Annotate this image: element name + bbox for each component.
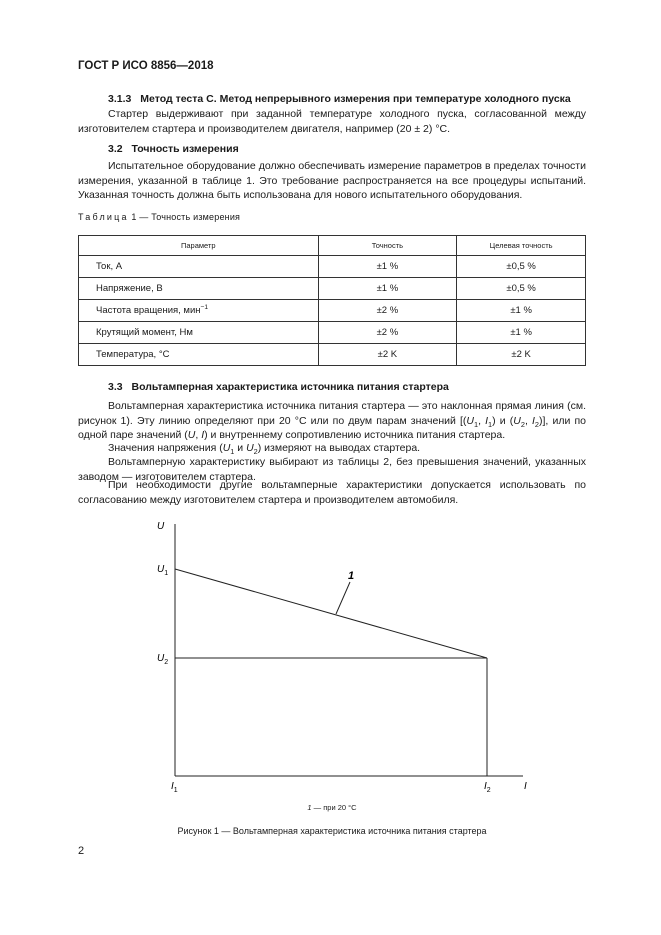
table-caption-text: 1 — Точность измерения [131,212,241,222]
table-caption [78,212,240,222]
table-row [79,344,586,366]
param-cell [79,300,319,322]
subscript: 2 [534,419,539,429]
text-run: , [195,429,202,441]
section-3-3-paragraph-4: При необходимости другие вольтамперные характеристики допускается использовать по согласованию между изготовителем стартера и производителем автомобиля. [78,479,586,506]
table-row [79,300,586,322]
table-row [79,322,586,344]
accuracy-cell: ±2 % [318,322,457,344]
symbol: U [513,414,521,427]
section-3-1-3-heading [108,93,571,105]
section-number: 3.3 [108,381,123,393]
text-run: Вольтамперная характеристика источника питания стартера — это наклонная прямая линия (см. рисунок 1). Эту линию определяют при 20 °С или по двум парам значений [( [78,400,586,427]
table-row [79,256,586,278]
section-title: Вольтамперная характеристика источника питания стартера [131,381,449,393]
u1-label: $U_1$ [157,564,169,577]
legend-text: — при 20 °С [311,803,357,812]
header-accuracy: Точность [318,236,457,256]
figure-1-diagram [140,512,540,797]
accuracy-cell: ±2 K [318,344,457,366]
document-header: ГОСТ Р ИСО 8856—2018 [78,60,214,72]
param-cell: Крутящий момент, Нм [79,322,319,344]
u2-label: $U_2$ [157,653,169,666]
param-cell: Ток, А [79,256,319,278]
section-number: 3.1.3 [108,93,132,105]
target-cell: ±1 % [457,300,586,322]
param-cell: Температура, °С [79,344,319,366]
symbol: U [466,414,474,427]
accuracy-table [78,235,586,366]
target-cell: ±0,5 % [457,278,586,300]
symbol: U [222,442,231,454]
text-run: , [478,414,486,427]
section-3-3-paragraph-3: Вольтамперную характеристику выбирают из таблицы 2, без превышения значений, указанных заводом — изготовителем стартера. [78,456,586,483]
curve-callout-label: 1 [348,570,355,582]
section-title: Метод теста С. Метод непрерывного измерения при температуре холодного пуска [140,93,571,105]
text-run: , [524,414,532,427]
text-run: ) и ( [492,414,514,427]
characteristic-line [175,569,487,658]
accuracy-cell: ±2 % [318,300,457,322]
section-3-2-text: Испытательное оборудование должно обеспечивать измерение параметров в пределах точности измерения, указанной в таблице 1. Это требование распространяется на все процедуры испытаний. Указанная точность должна быть использована для нового испытательного оборудования. [78,160,586,201]
symbol: I [485,414,489,427]
table-caption-label: Таблица [78,212,129,222]
i2-label: $I_2$ [484,781,491,794]
text-run: )], или по одной паре значений ( [78,414,586,441]
i1-label: $I_1$ [171,781,178,794]
subscript: 1 [488,419,493,429]
subscript: 1 [473,419,479,429]
accuracy-cell: ±1 % [318,256,457,278]
subscript: 1 [230,447,235,456]
callout-leader-line [336,582,350,614]
symbol: I [201,429,205,441]
symbol: I [531,414,535,427]
param-cell: Напряжение, В [79,278,319,300]
param-text: Частота вращения, мин [96,305,201,316]
header-target-accuracy: Целевая точность [457,236,586,256]
text-run: и [234,442,247,454]
text-run: Значения напряжения ( [108,442,223,454]
legend-number: 1 [307,803,312,812]
section-title: Точность измерения [131,143,239,155]
axis-x-label: I [524,781,527,792]
section-3-3-paragraph-2 [78,441,586,456]
accuracy-cell: ±1 % [318,278,457,300]
symbol: U [246,442,254,454]
section-number: 3.2 [108,143,123,155]
section-3-1-3-text: Стартер выдерживают при заданной температуре холодного пуска, согласованной между изготовителем стартера и производителем двигателя, например (20 ± 2) °С. [78,108,586,135]
figure-caption: Рисунок 1 — Вольтамперная характеристика источника питания стартера [177,826,487,836]
figure-legend [78,803,586,812]
section-3-2-heading [108,143,239,155]
section-3-3-heading [108,381,449,393]
axis-y-label: U [157,521,165,532]
subscript: 2 [520,419,525,429]
target-cell: ±0,5 % [457,256,586,278]
section-3-3-paragraph-1 [78,399,586,443]
table-header-row [79,236,586,256]
symbol: U [187,429,196,441]
text-run: ) и внутреннему сопротивлению источника питания стартера. [204,429,506,441]
text-run: ) измеряют на выводах стартера. [257,442,421,454]
table-row [79,278,586,300]
subscript: 2 [253,447,258,456]
page-number: 2 [78,845,85,857]
target-cell: ±1 % [457,322,586,344]
header-parameter: Параметр [79,236,319,256]
target-cell: ±2 K [457,344,586,366]
param-superscript: −1 [200,304,209,311]
